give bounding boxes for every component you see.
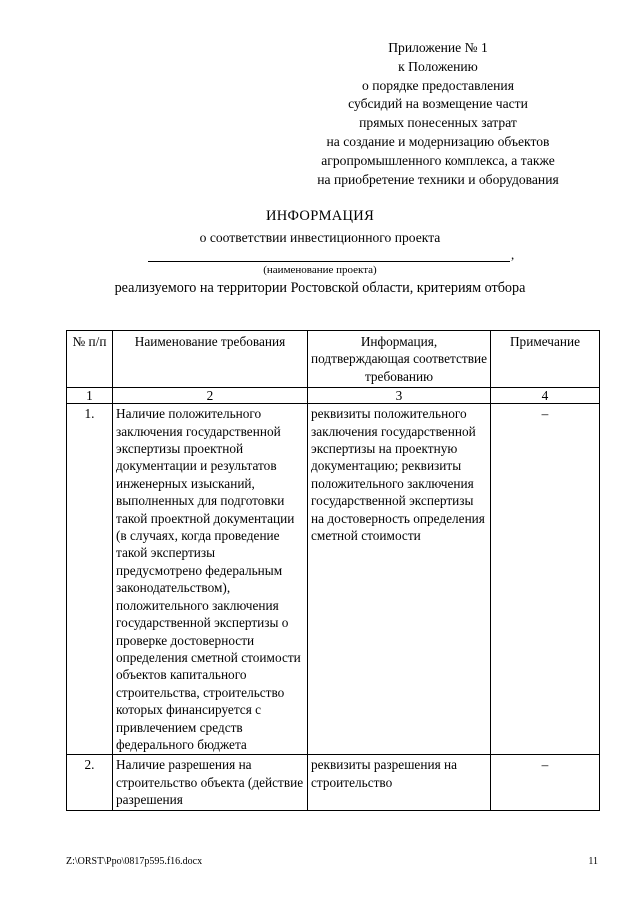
header-requirement: Наименование требования — [113, 331, 308, 388]
header-num: № п/п — [67, 331, 113, 388]
appendix-line: агропромышленного комплекса, а также — [321, 152, 555, 168]
requirements-table — [66, 330, 600, 811]
row-number: 1. — [67, 404, 113, 755]
table-row — [67, 404, 600, 755]
column-number-row — [67, 388, 600, 404]
document-subtitle-criteria: реализуемого на территории Ростовской области, критериям отбора — [114, 280, 526, 296]
blank-comma: , — [511, 247, 515, 262]
appendix-line: к Положению — [398, 58, 478, 74]
footer-file-path: Z:\ORST\Ppo\0817p595.f16.docx — [66, 856, 203, 867]
footer-page-number: 11 — [588, 856, 598, 867]
column-number: 1 — [67, 388, 113, 404]
row-info: реквизиты положительного заключения государственной экспертизы на проектную документацию; реквизиты положительного заключения государственной экспертизы на достоверность определения сметной стоимости — [308, 404, 491, 755]
row-note: – — [491, 755, 600, 810]
row-requirement: Наличие положительного заключения государственной экспертизы проектной документации и результатов инженерных изысканий, выполненных для подготовки такой проектной документации (в случаях, когда проведение такой экспертизы предусмотрено федеральным законодательством), положительного заключения государственной экспертизы о проверке достоверности определения сметной стоимости объектов капитального строительства, строительство которых финансируется с привлечением средств федерального бюджета — [113, 404, 308, 755]
appendix-line: субсидий на возмещение части — [348, 96, 528, 112]
appendix-line: Приложение № 1 — [388, 40, 488, 55]
appendix-line: на приобретение техники и оборудования — [317, 171, 559, 187]
row-number: 2. — [67, 755, 113, 810]
column-number: 3 — [308, 388, 491, 404]
project-name-caption: (наименование проекта) — [263, 264, 377, 276]
appendix-line: о порядке предоставления — [362, 77, 514, 93]
row-note: – — [491, 404, 600, 755]
appendix-line: прямых понесенных затрат — [359, 115, 517, 131]
table-row — [67, 755, 600, 810]
column-number: 2 — [113, 388, 308, 404]
appendix-line: на создание и модернизацию объектов — [326, 133, 550, 149]
table-header-row — [67, 331, 600, 388]
document-subtitle: о соответствии инвестиционного проекта — [199, 230, 441, 245]
row-info: реквизиты разрешения на строительство — [308, 755, 491, 810]
column-number: 4 — [491, 388, 600, 404]
header-note: Примечание — [491, 331, 600, 388]
document-title: ИНФОРМАЦИЯ — [265, 208, 375, 224]
row-requirement: Наличие разрешения на строительство объекта (действие разрешения — [113, 755, 308, 810]
header-info: Информация, подтверждающая соответствие требованию — [308, 331, 491, 388]
